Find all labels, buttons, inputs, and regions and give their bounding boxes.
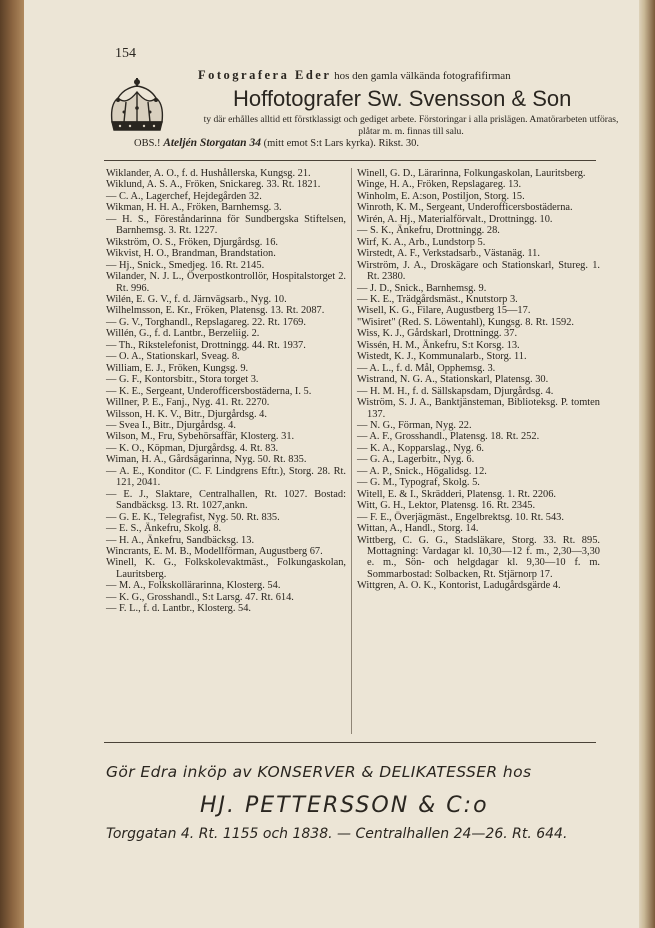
page-edge xyxy=(637,0,655,928)
directory-column-left xyxy=(106,168,346,615)
header-rule xyxy=(104,160,596,161)
advert-address: Torggatan 4. Rt. 1155 och 1838. — Centralhallen 24—26. Rt. 644. xyxy=(106,826,568,842)
directory-entry: — G. M., Typograf, Skolg. 5. xyxy=(357,477,480,489)
directory-entry: — Hj., Snick., Smedjeg. 16. Rt. 2145. xyxy=(106,259,265,271)
directory-entry: — H. M. H., f. d. Sällskapsdam, Djurgårdsg. 4. xyxy=(357,385,554,397)
directory-entry: — Svea I., Bitr., Djurgårdsg. 4. xyxy=(106,419,236,431)
directory-entry: Winroth, K. M., Sergeant, Underofficersbostäderna. xyxy=(357,202,573,214)
directory-entry: Wissén, H. M., Änkefru, S:t Korsg. 13. xyxy=(357,339,520,351)
directory-entry: Wirén, A. Hj., Materialförvalt., Drottningg. 10. xyxy=(357,213,553,225)
directory-entry: Wilén, E. G. V., f. d. Järnvägsarb., Nyg. 10. xyxy=(106,293,287,305)
directory-entry: Wittberg, C. G. G., Stadsläkare, Storg. 33. Rt. 895. Mottagning: Vardagar kl. 10,30—12 f. m., 2,30—3,30 e. m., Sön- och helgdagar kl. 9,30—10 f. m. Sommarbostad: Solbacken, Rt. Stjärnorp 17. xyxy=(357,534,600,580)
directory-entry: Wistedt, K. J., Kommunalarb., Storg. 11. xyxy=(357,351,527,363)
directory-entry: Wirstedt, A. F., Verkstadsarb., Västanäg. 11. xyxy=(357,248,540,260)
advert-line-1: Gör Edra inköp av KONSERVER & DELIKATESSER hos xyxy=(106,763,532,781)
directory-entry: — G. F., Kontorsbitr., Stora torget 3. xyxy=(106,374,259,386)
footer-rule-top xyxy=(104,742,596,743)
directory-entry: — E. J., Slaktare, Centralhallen, Rt. 1027. Bostad: Sandbäcksg. 13. Rt. 1027,ankn. xyxy=(106,488,346,512)
directory-entry: — A. L., f. d. Mål, Opphemsg. 3. xyxy=(357,362,496,374)
directory-entry: Wilander, N. J. L., Överpostkontrollör, Hospitalstorget 2. Rt. 996. xyxy=(106,271,346,294)
directory-entry: Wincrants, E. M. B., Modellförman, Augustberg 67. xyxy=(106,545,323,557)
directory-entry: — F. E., Överjägmäst., Engelbrektsg. 10. Rt. 543. xyxy=(357,511,564,523)
directory-entry: — K. E., Sergeant, Underofficersbostäderna, I. 5. xyxy=(106,385,312,397)
studio-address: Ateljén Storgatan 34 xyxy=(163,137,261,149)
directory-entry: — K. G., Grosshandl., S:t Larsg. 47. Rt. 614. xyxy=(106,591,294,603)
directory-entry: — N. G., Förman, Nyg. 22. xyxy=(357,419,472,431)
directory-entry: Wiklund, A. S. A., Fröken, Snickareg. 33. Rt. 1821. xyxy=(106,179,321,191)
directory-entry: "Wisiret" (Red. S. Löwentahl), Kungsg. 8. Rt. 1592. xyxy=(357,316,575,328)
page-number: 154 xyxy=(115,46,136,61)
royal-crown-emblem xyxy=(104,78,170,138)
directory-entry: — O. A., Stationskarl, Sveag. 8. xyxy=(106,351,240,363)
header-headline: Fotografera Eder xyxy=(198,68,332,82)
directory-entry: Wisell, K. G., Filare, Augustberg 15—17. xyxy=(357,305,531,317)
directory-entry: Wirf, K. A., Arb., Lundstorp 5. xyxy=(357,236,486,248)
directory-entry: — Th., Rikstelefonist, Drottningg. 44. Rt. 1937. xyxy=(106,339,306,351)
directory-entry: Wilsson, H. K. V., Bitr., Djurgårdsg. 4. xyxy=(106,408,267,420)
header-address-line xyxy=(134,137,419,149)
directory-entry: — J. D., Snick., Barnhemsg. 9. xyxy=(357,282,487,294)
directory-entry: Willén, G., f. d. Lantbr., Berzeliig. 2. xyxy=(106,328,260,340)
directory-entry: Wirström, J. A., Droskägare och Stationskarl, Stureg. 1. Rt. 2380. xyxy=(357,259,600,283)
header-line-1 xyxy=(198,68,511,83)
directory-entry: Winell, K. G., Folkskolevaktmäst., Folkungaskolan, Lauritsberg. xyxy=(106,557,346,580)
directory-entry: — A. E., Konditor (C. F. Lindgrens Eftr.), Storg. 28. Rt. 121, 2041. xyxy=(106,465,346,489)
directory-column-right xyxy=(357,168,600,592)
directory-entry: Wikvist, H. O., Brandman, Brandstation. xyxy=(106,248,276,260)
directory-entry: William, E. J., Fröken, Kungsg. 9. xyxy=(106,362,249,374)
directory-entry: Wittgren, A. O. K., Kontorist, Ladugårdsgärde 4. xyxy=(357,580,561,592)
directory-entry: — K. A., Kopparslag., Nyg. 6. xyxy=(357,442,484,454)
header-description: ty där erhålles alltid ett förstklassigt och gediget arbete. Förstoringar i alla prislägen. Amatörarbeten utföras, plåtar m. m. finnas till salu. xyxy=(203,114,619,137)
directory-entry: — C. A., Lagerchef, Hejdegården 32. xyxy=(106,190,262,202)
directory-entry: — G. V., Torghandl., Repslagareg. 22. Rt. 1769. xyxy=(106,316,306,328)
column-divider xyxy=(351,168,352,734)
directory-entry: Wistrand, N. G. A., Stationskarl, Platensg. 30. xyxy=(357,374,549,386)
header-line-1-rest: hos den gamla välkända fotografifirman xyxy=(334,70,511,82)
directory-entry: — S. K., Änkefru, Drottningg. 28. xyxy=(357,225,500,237)
directory-entry: Wilhelmsson, E. Kr., Fröken, Platensg. 13. Rt. 2087. xyxy=(106,305,325,317)
directory-entry: — A. F., Grosshandl., Platensg. 18. Rt. 252. xyxy=(357,431,540,443)
directory-entry: — G. A., Lagerbitr., Nyg. 6. xyxy=(357,454,475,466)
directory-entry: Wiss, K. J., Gårdskarl, Drottningg. 37. xyxy=(357,328,518,340)
directory-entry: Wiström, S. J. A., Banktjänsteman, Biblioteksg. P. tomten 137. xyxy=(357,397,600,420)
directory-entry: — K. O., Köpman, Djurgårdsg. 4. Rt. 83. xyxy=(106,442,279,454)
directory-entry: Wiman, H. A., Gårdsägarinna, Nyg. 50. Rt. 835. xyxy=(106,454,307,466)
directory-entry: Winholm, E. A:son, Postiljon, Storg. 15. xyxy=(357,190,525,202)
obs-label: OBS.! xyxy=(134,138,161,149)
directory-entry: — A. P., Snick., Högalidsg. 12. xyxy=(357,465,487,477)
directory-entry: Winell, G. D., Lärarinna, Folkungaskolan, Lauritsberg. xyxy=(357,168,586,179)
business-name: Hoffotografer Sw. Svensson & Son xyxy=(233,86,572,111)
directory-entry: — G. E. K., Telegrafist, Nyg. 50. Rt. 835. xyxy=(106,511,280,523)
directory-entry: — E. S., Änkefru, Skolg. 8. xyxy=(106,523,222,535)
directory-entry: Willner, P. E., Fanj., Nyg. 41. Rt. 2270. xyxy=(106,397,270,409)
directory-entry: Witell, E. & I., Skrädderi, Platensg. 1. Rt. 2206. xyxy=(357,488,556,500)
directory-entry: Winge, H. A., Fröken, Repslagareg. 13. xyxy=(357,179,522,191)
directory-entry: Wikman, H. H. A., Fröken, Barnhemsg. 3. xyxy=(106,202,282,214)
directory-entry: Wittan, A., Handl., Storg. 14. xyxy=(357,523,479,535)
directory-entry: Witt, G. H., Lektor, Platensg. 16. Rt. 2345. xyxy=(357,500,536,512)
directory-entry: — K. E., Trädgårdsmäst., Knutstorp 3. xyxy=(357,293,518,305)
directory-entry: — H. A., Änkefru, Sandbäcksg. 13. xyxy=(106,534,255,546)
directory-entry: — M. A., Folkskollärarinna, Klosterg. 54. xyxy=(106,580,281,592)
directory-entry: — H. S., Föreståndarinna för Sundbergska Stiftelsen, Barnhemsg. 3. Rt. 1227. xyxy=(106,213,346,237)
directory-entry: Wiklander, A. O., f. d. Hushållerska, Kungsg. 21. xyxy=(106,168,311,179)
directory-entry: Wikström, O. S., Fröken, Djurgårdsg. 16. xyxy=(106,236,278,248)
advert-company: HJ. PETTERSSON & C:o xyxy=(200,793,489,818)
directory-entry: Wilson, M., Fru, Sybehörsaffär, Klosterg. 31. xyxy=(106,431,295,443)
address-rest: (mitt emot S:t Lars kyrka). Rikst. 30. xyxy=(263,138,420,149)
directory-entry: — F. L., f. d. Lantbr., Klosterg. 54. xyxy=(106,603,252,615)
